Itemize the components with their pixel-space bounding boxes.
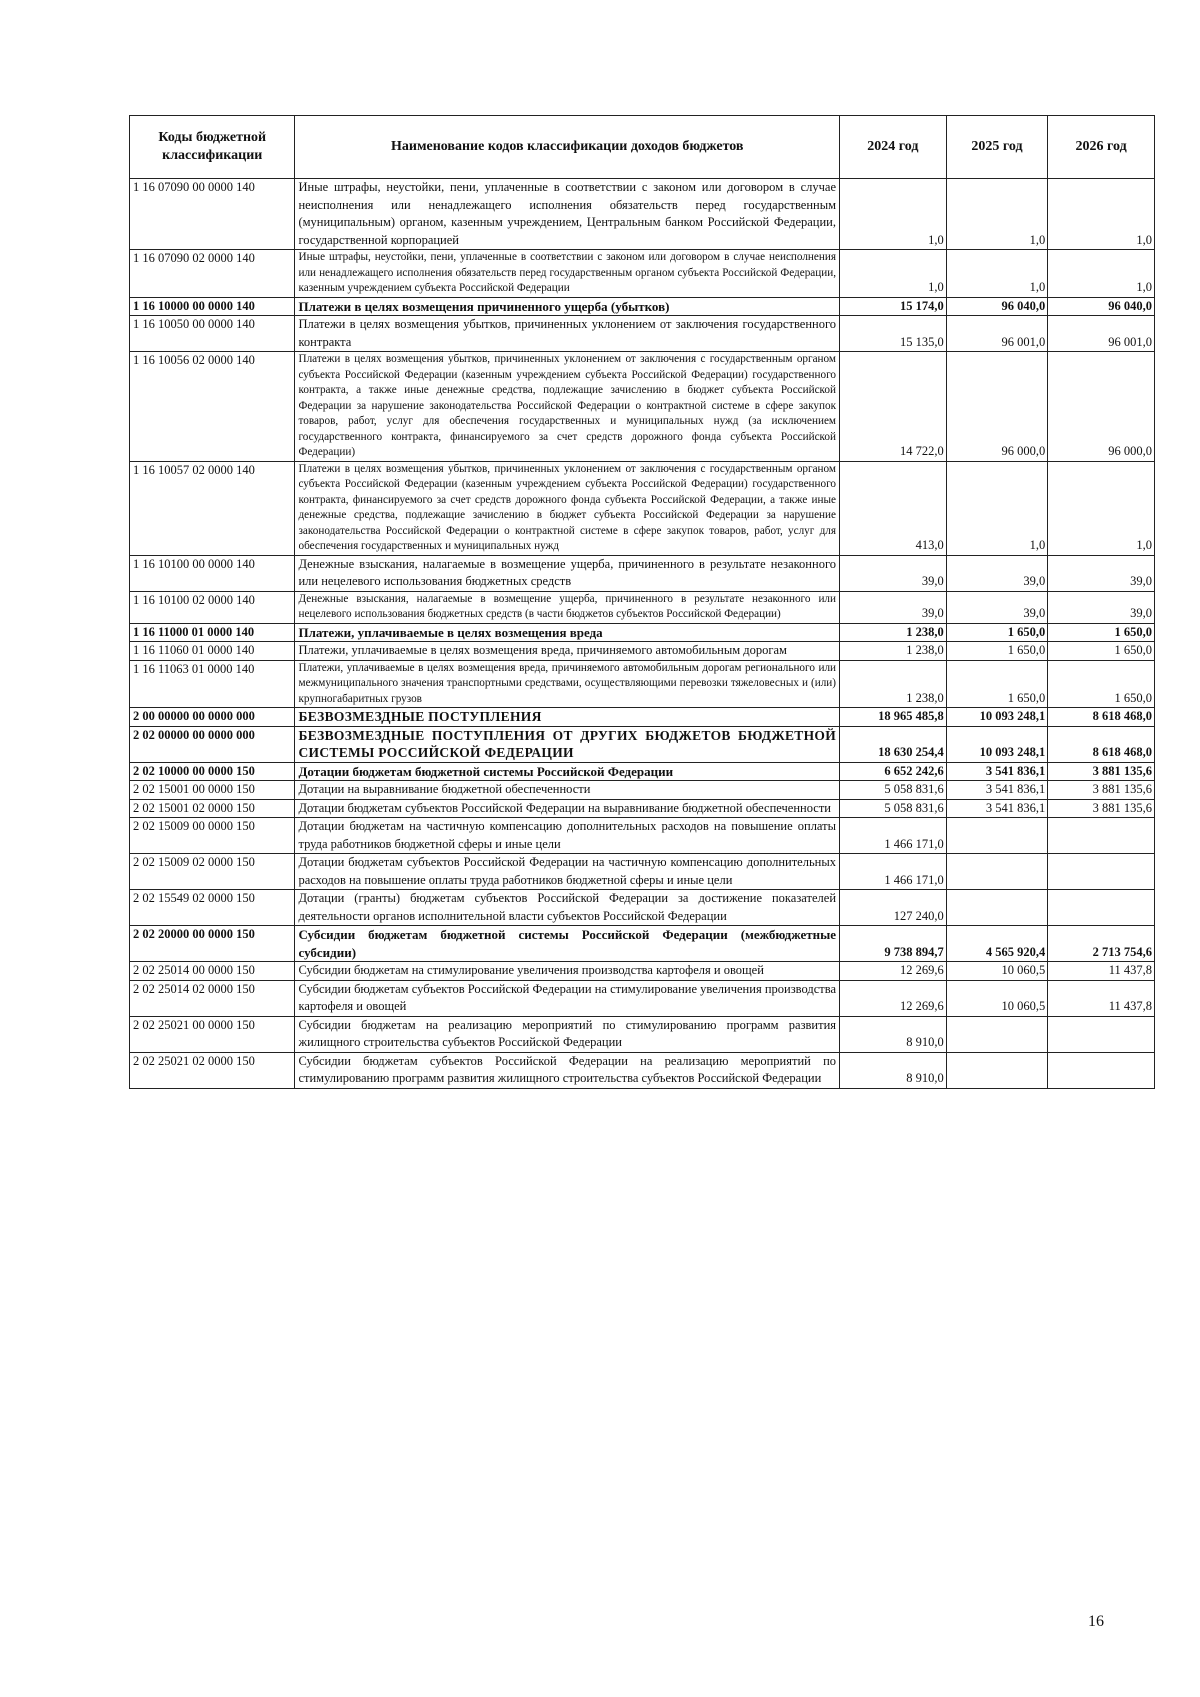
cell-2026: 96 000,0: [1048, 352, 1155, 462]
cell-code: 2 02 20000 00 0000 150: [130, 926, 295, 962]
table-row: [130, 854, 1155, 890]
cell-2024: 18 965 485,8: [840, 708, 947, 727]
cell-code: 2 02 15009 02 0000 150: [130, 854, 295, 890]
cell-2025: 1,0: [946, 179, 1047, 250]
cell-2026: 3 881 135,6: [1048, 799, 1155, 818]
cell-code: 1 16 10057 02 0000 140: [130, 461, 295, 555]
cell-code: 1 16 07090 00 0000 140: [130, 179, 295, 250]
cell-code: 2 02 25021 02 0000 150: [130, 1052, 295, 1088]
header-2024: 2024 год: [840, 116, 947, 179]
cell-2026: 1 650,0: [1048, 642, 1155, 661]
cell-2026: 3 881 135,6: [1048, 762, 1155, 781]
cell-code: 1 16 10100 00 0000 140: [130, 555, 295, 591]
cell-2026: 1,0: [1048, 461, 1155, 555]
cell-name: Платежи в целях возмещения убытков, причиненных уклонением от заключения с государственным органом субъекта Российской Федерации (казенным учреждением субъекта Российской Федерации) государственного контракта, финансируемого за счет средств дорожного фонда субъекта Российской Федерации, а также иные денежные средства, подлежащие зачислению в бюджет субъекта Российской Федерации за нарушение законодательства Российской Федерации о контрактной системе в сфере закупок товаров, работ, услуг для обеспечения государственных и муниципальных нужд: [295, 461, 840, 555]
cell-code: 2 02 15001 02 0000 150: [130, 799, 295, 818]
cell-2025: 10 060,5: [946, 980, 1047, 1016]
cell-2025: 1 650,0: [946, 642, 1047, 661]
cell-2026: [1048, 1052, 1155, 1088]
cell-code: 1 16 10000 00 0000 140: [130, 297, 295, 316]
cell-code: 1 16 11000 01 0000 140: [130, 623, 295, 642]
cell-name: Дотации бюджетам бюджетной системы Российской Федерации: [295, 762, 840, 781]
cell-code: 2 00 00000 00 0000 000: [130, 708, 295, 727]
cell-2024: 18 630 254,4: [840, 726, 947, 762]
cell-2024: 39,0: [840, 555, 947, 591]
cell-name: Дотации (гранты) бюджетам субъектов Российской Федерации за достижение показателей деятельности органов исполнительной власти субъектов Российской Федерации: [295, 890, 840, 926]
cell-code: 2 02 25014 02 0000 150: [130, 980, 295, 1016]
table-row: [130, 1016, 1155, 1052]
cell-2025: [946, 818, 1047, 854]
table-row: [130, 818, 1155, 854]
cell-2024: 9 738 894,7: [840, 926, 947, 962]
cell-2024: 1 238,0: [840, 642, 947, 661]
cell-code: 2 02 25021 00 0000 150: [130, 1016, 295, 1052]
cell-code: 1 16 10050 00 0000 140: [130, 316, 295, 352]
cell-2026: [1048, 854, 1155, 890]
cell-code: 1 16 07090 02 0000 140: [130, 250, 295, 298]
cell-name: Платежи в целях возмещения убытков, причиненных уклонением от заключения с государственным органом субъекта Российской Федерации (казенным учреждением субъекта Российской Федерации) государственного контракта, а также иные денежные средства, подлежащие зачислению в бюджет субъекта Российской Федерации за нарушение законодательства Российской Федерации о контрактной системе в сфере закупок товаров, работ, услуг для обеспечения государственных и муниципальных нужд (за исключением государственного контракта, финансируемого за счет средств дорожного фонда субъекта Российской Федерации): [295, 352, 840, 462]
cell-2025: 39,0: [946, 555, 1047, 591]
cell-name: БЕЗВОЗМЕЗДНЫЕ ПОСТУПЛЕНИЯ ОТ ДРУГИХ БЮДЖЕТОВ БЮДЖЕТНОЙ СИСТЕМЫ РОССИЙСКОЙ ФЕДЕРАЦИИ: [295, 726, 840, 762]
cell-2025: 3 541 836,1: [946, 781, 1047, 800]
cell-2024: 1,0: [840, 179, 947, 250]
cell-2025: [946, 890, 1047, 926]
cell-name: Платежи в целях возмещения убытков, причиненных уклонением от заключения государственного контракта: [295, 316, 840, 352]
table-row: [130, 461, 1155, 555]
table-header-row: [130, 116, 1155, 179]
cell-name: Субсидии бюджетам на стимулирование увеличения производства картофеля и овощей: [295, 962, 840, 981]
cell-name: Дотации бюджетам субъектов Российской Федерации на частичную компенсацию дополнительных расходов на повышение оплаты труда работников бюджетной сферы и иные цели: [295, 854, 840, 890]
table-row: [130, 980, 1155, 1016]
cell-name: Субсидии бюджетам на реализацию мероприятий по стимулированию программ развития жилищного строительства субъектов Российской Федерации: [295, 1016, 840, 1052]
cell-2026: 8 618 468,0: [1048, 708, 1155, 727]
cell-2024: 413,0: [840, 461, 947, 555]
cell-2025: 1,0: [946, 250, 1047, 298]
cell-2024: 14 722,0: [840, 352, 947, 462]
cell-name: Дотации бюджетам субъектов Российской Федерации на выравнивание бюджетной обеспеченности: [295, 799, 840, 818]
cell-2025: 1 650,0: [946, 660, 1047, 708]
cell-2024: 8 910,0: [840, 1052, 947, 1088]
cell-2026: 1 650,0: [1048, 623, 1155, 642]
table-row: [130, 250, 1155, 298]
cell-2026: 1,0: [1048, 250, 1155, 298]
cell-2026: 2 713 754,6: [1048, 926, 1155, 962]
cell-2024: 6 652 242,6: [840, 762, 947, 781]
cell-name: Платежи, уплачиваемые в целях возмещения вреда: [295, 623, 840, 642]
cell-2025: 3 541 836,1: [946, 799, 1047, 818]
cell-name: БЕЗВОЗМЕЗДНЫЕ ПОСТУПЛЕНИЯ: [295, 708, 840, 727]
cell-2026: 1,0: [1048, 179, 1155, 250]
header-name: Наименование кодов классификации доходов бюджетов: [295, 116, 840, 179]
table-row: [130, 890, 1155, 926]
page-number: 16: [1088, 1613, 1104, 1630]
cell-name: Субсидии бюджетам субъектов Российской Федерации на стимулирование увеличения производства картофеля и овощей: [295, 980, 840, 1016]
cell-code: 2 02 00000 00 0000 000: [130, 726, 295, 762]
table-row: [130, 179, 1155, 250]
cell-2024: 8 910,0: [840, 1016, 947, 1052]
cell-code: 2 02 15549 02 0000 150: [130, 890, 295, 926]
cell-2026: 96 001,0: [1048, 316, 1155, 352]
cell-2026: [1048, 890, 1155, 926]
cell-code: 2 02 15001 00 0000 150: [130, 781, 295, 800]
cell-2026: 1 650,0: [1048, 660, 1155, 708]
cell-2025: 96 001,0: [946, 316, 1047, 352]
cell-2024: 39,0: [840, 591, 947, 623]
cell-2024: 12 269,6: [840, 980, 947, 1016]
cell-2025: 10 060,5: [946, 962, 1047, 981]
cell-2025: [946, 854, 1047, 890]
table-row: [130, 781, 1155, 800]
table-row: [130, 660, 1155, 708]
header-code: Коды бюджетной классификации: [130, 116, 295, 179]
revenue-table: [129, 115, 1155, 1089]
table-row: [130, 555, 1155, 591]
cell-code: 1 16 10100 02 0000 140: [130, 591, 295, 623]
table-row: [130, 799, 1155, 818]
cell-name: Дотации на выравнивание бюджетной обеспеченности: [295, 781, 840, 800]
cell-2025: 4 565 920,4: [946, 926, 1047, 962]
cell-name: Дотации бюджетам на частичную компенсацию дополнительных расходов на повышение оплаты труда работников бюджетной сферы и иные цели: [295, 818, 840, 854]
cell-2024: 15 174,0: [840, 297, 947, 316]
cell-name: Субсидии бюджетам бюджетной системы Российской Федерации (межбюджетные субсидии): [295, 926, 840, 962]
table-row: [130, 762, 1155, 781]
cell-2025: 39,0: [946, 591, 1047, 623]
cell-2026: 3 881 135,6: [1048, 781, 1155, 800]
table-row: [130, 623, 1155, 642]
cell-2026: [1048, 818, 1155, 854]
cell-2024: 1 466 171,0: [840, 818, 947, 854]
cell-2026: 96 040,0: [1048, 297, 1155, 316]
cell-2025: 1,0: [946, 461, 1047, 555]
table-row: [130, 642, 1155, 661]
cell-name: Денежные взыскания, налагаемые в возмещение ущерба, причиненного в результате незаконного или нецелевого использования бюджетных средств (в части бюджетов субъектов Российской Федерации): [295, 591, 840, 623]
cell-2024: 1,0: [840, 250, 947, 298]
cell-code: 2 02 15009 00 0000 150: [130, 818, 295, 854]
cell-2024: 15 135,0: [840, 316, 947, 352]
cell-name: Субсидии бюджетам субъектов Российской Федерации на реализацию мероприятий по стимулированию программ развития жилищного строительства субъектов Российской Федерации: [295, 1052, 840, 1088]
cell-2025: 10 093 248,1: [946, 726, 1047, 762]
table-row: [130, 591, 1155, 623]
table-row: [130, 1052, 1155, 1088]
table-row: [130, 316, 1155, 352]
cell-2024: 5 058 831,6: [840, 799, 947, 818]
cell-name: Платежи, уплачиваемые в целях возмещения вреда, причиняемого автомобильным дорогам регионального или межмуниципального значения транспортными средствами, осуществляющими перевозки тяжеловесных и (или) крупногабаритных грузов: [295, 660, 840, 708]
cell-2025: 96 040,0: [946, 297, 1047, 316]
cell-2025: 3 541 836,1: [946, 762, 1047, 781]
cell-2025: [946, 1052, 1047, 1088]
cell-2026: 11 437,8: [1048, 962, 1155, 981]
cell-name: Платежи, уплачиваемые в целях возмещения вреда, причиняемого автомобильным дорогам: [295, 642, 840, 661]
cell-2026: 39,0: [1048, 555, 1155, 591]
table-row: [130, 708, 1155, 727]
table-row: [130, 297, 1155, 316]
revenue-table-sheet: [129, 115, 1155, 1089]
cell-2025: 1 650,0: [946, 623, 1047, 642]
cell-name: Денежные взыскания, налагаемые в возмещение ущерба, причиненного в результате незаконного или нецелевого использования бюджетных средств: [295, 555, 840, 591]
table-row: [130, 726, 1155, 762]
cell-2024: 12 269,6: [840, 962, 947, 981]
cell-code: 2 02 25014 00 0000 150: [130, 962, 295, 981]
cell-code: 1 16 11060 01 0000 140: [130, 642, 295, 661]
cell-2024: 1 238,0: [840, 660, 947, 708]
cell-2026: 11 437,8: [1048, 980, 1155, 1016]
cell-2026: 39,0: [1048, 591, 1155, 623]
cell-code: 1 16 11063 01 0000 140: [130, 660, 295, 708]
cell-2024: 127 240,0: [840, 890, 947, 926]
header-2025: 2025 год: [946, 116, 1047, 179]
cell-2025: 96 000,0: [946, 352, 1047, 462]
table-row: [130, 926, 1155, 962]
cell-code: 2 02 10000 00 0000 150: [130, 762, 295, 781]
header-2026: 2026 год: [1048, 116, 1155, 179]
cell-2024: 1 238,0: [840, 623, 947, 642]
cell-code: 1 16 10056 02 0000 140: [130, 352, 295, 462]
cell-2024: 1 466 171,0: [840, 854, 947, 890]
table-row: [130, 352, 1155, 462]
cell-name: Иные штрафы, неустойки, пени, уплаченные в соответствии с законом или договором в случае неисполнения или ненадлежащего исполнения обязательств перед государственным органом субъекта Российской Федерации, казенным учреждением субъекта Российской Федерации: [295, 250, 840, 298]
cell-2025: 10 093 248,1: [946, 708, 1047, 727]
cell-2024: 5 058 831,6: [840, 781, 947, 800]
table-row: [130, 962, 1155, 981]
cell-2026: 8 618 468,0: [1048, 726, 1155, 762]
cell-name: Иные штрафы, неустойки, пени, уплаченные в соответствии с законом или договором в случае неисполнения или ненадлежащего исполнения обязательств перед государственным (муниципальным) органом, казенным учреждением, Центральным банком Российской Федерации, государственной корпорацией: [295, 179, 840, 250]
cell-2025: [946, 1016, 1047, 1052]
cell-2026: [1048, 1016, 1155, 1052]
cell-name: Платежи в целях возмещения причиненного ущерба (убытков): [295, 297, 840, 316]
